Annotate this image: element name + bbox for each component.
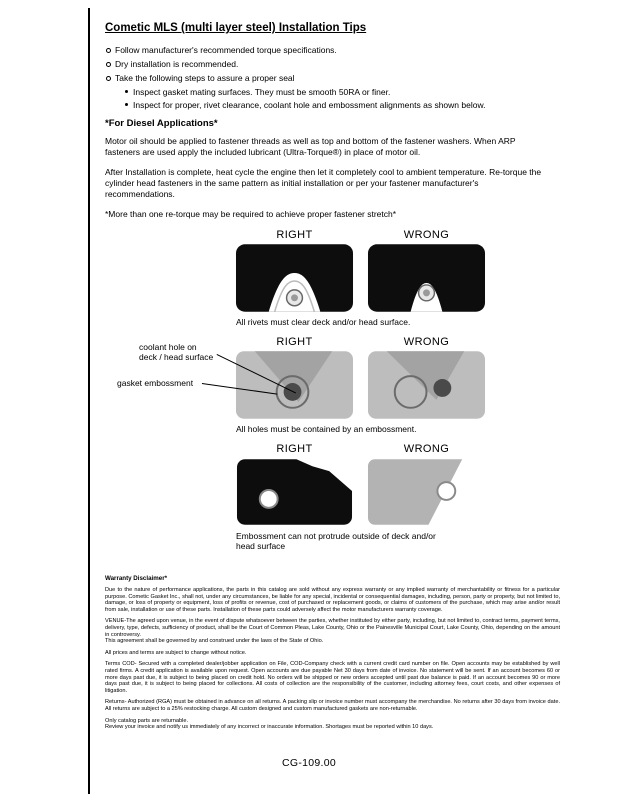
protrusion-diagram-row [105,443,565,551]
diagram-section [105,229,565,560]
embossment-right-diagram [235,350,354,420]
protrusion-wrong-diagram [367,457,486,527]
diesel-heading: *For Diesel Applications* [105,118,218,129]
page-title: Cometic MLS (multi layer steel) Installation Tips [105,22,367,34]
tip-text: Inspect gasket mating surfaces. They must be smooth 50RA or finer. [133,86,391,97]
right-wrong-header [235,229,486,241]
diagram-caption: Embossment can not protrude outside of deck and/or head surface [236,531,436,551]
warranty-heading: Warranty Disclaimer* [105,575,168,582]
protrusion-right-diagram [235,457,354,527]
rivet-right-diagram [235,243,354,313]
gasket-embossment-annotation: gasket embossment [117,378,194,388]
rivet-wrong-diagram [367,243,486,313]
wrong-label: WRONG [403,336,450,348]
right-label: RIGHT [276,336,313,348]
annotation-line: coolant hole on [139,342,197,352]
coolant-hole-annotation [139,343,219,362]
tip-text: Take the following steps to assure a proper seal [115,73,295,83]
list-item [105,45,555,56]
sub-tips-list [124,87,555,111]
warranty-paragraph: Terms COD- Secured with a completed dealer/jobber application on File, COD-Company check with a current credit card number on file. Open accounts may be established by well rated firms. A credit application is available upon request. Open accounts are due payable Net 30 days from date of invoice. No statement will be sent. If an account becomes 60 or more days past due, it is subject to being placed on credit hold. No orders will be shipped or new orders accepted until past due balance is paid. If an account becomes 90 or more days past due, it is subject to being placed for collections. All costs of collection are the responsibility of the customer, including attorney fees, court costs, and other expenses of litigation. [105,661,560,694]
installation-tips-list [105,45,555,114]
diesel-paragraph: Motor oil should be applied to fastener threads as well as top and bottom of the fastener washers. When ARP fasteners are used apply the included lubricant (Ultra-Torque®) in place of motor oil. [105,136,516,157]
tip-text: Dry installation is recommended. [115,59,239,69]
list-item [105,73,555,110]
diesel-applications-section [105,118,543,220]
warranty-paragraph: This agreement shall be governed by and construed under the laws of the State of Ohio. [105,638,324,645]
warranty-paragraph: Returns- Authorized (RGA) must be obtained in advance on all returns. A packing slip or invoice number must accompany the merchandise. No returns after 30 days from invoice date. All returns are subject to a 25% restocking charge. All custom designed and custom manufactured gaskets are non-returnable. [105,699,560,712]
embossment-diagram-row [105,336,565,434]
warranty-paragraph: Only catalog parts are returnable. [105,717,189,724]
wrong-label: WRONG [403,229,450,241]
rivet-diagram-row [105,229,565,327]
warranty-paragraph: Due to the nature of performance applications, the parts in this catalog are sold without any express warranty or any implied warranty of merchantability or fitness for a particular purpose. Cometic Gasket Inc., shall not, under any circumstances, be liable for any special, incidental or consequential damages, including, person, party or property, but not limited to, damage, or loss of property or equipment, loss of profits or revenue, cost of purchased or replacement goods, or claims of customers of the purchase, which may arise and/or result from sale, installation or use of these parts. Installation of these parts could adversely affect the motor manufacturers warranty coverage. [105,587,560,613]
list-item [124,100,555,111]
tip-text: Inspect for proper, rivet clearance, coolant hole and embossment alignments as shown below. [133,99,486,110]
page-number: CG-109.00 [281,757,337,769]
right-wrong-header [235,443,486,455]
diagram-caption: All rivets must clear deck and/or head surface. [236,317,411,327]
diagram-caption: All holes must be contained by an embossment. [236,424,417,434]
warranty-paragraph: All prices and terms are subject to change without notice. [105,649,247,656]
left-border-rule [88,8,90,794]
list-item [124,87,555,98]
annotation-line: deck / head surface [139,351,214,362]
right-label: RIGHT [276,443,313,455]
diesel-paragraph: After Installation is complete, heat cycle the engine then let it completely cool to ambient temperature. Re-torque the cylinder head fasteners in the same pattern as initial installation or per your fastener manufacturer's recommendations. [105,167,542,199]
right-label: RIGHT [276,229,313,241]
warranty-paragraph: Review your invoice and notify us immediately of any incorrect or inaccurate information. Shortages must be reported within 10 days. [105,724,434,731]
right-wrong-header [235,336,486,348]
retorque-note: *More than one re-torque may be required to achieve proper fastener stretch* [105,209,397,219]
tip-text: Follow manufacturer's recommended torque specifications. [115,45,337,55]
warranty-disclaimer-section [105,575,560,736]
embossment-wrong-diagram [367,350,486,420]
wrong-label: WRONG [403,443,450,455]
list-item [105,59,555,70]
warranty-paragraph: VENUE-The agreed upon venue, in the event of dispute whatsoever between the parties, whether instituted by either party, including, but not limited to, contract terms, payment terms, delivery, type, defects, sufficiency of product, shall be the Court of Common Pleas, Lake County, Ohio or the Painesville Municipal Court, Lake County, Ohio, depending on the amount in controversy. [105,618,560,638]
